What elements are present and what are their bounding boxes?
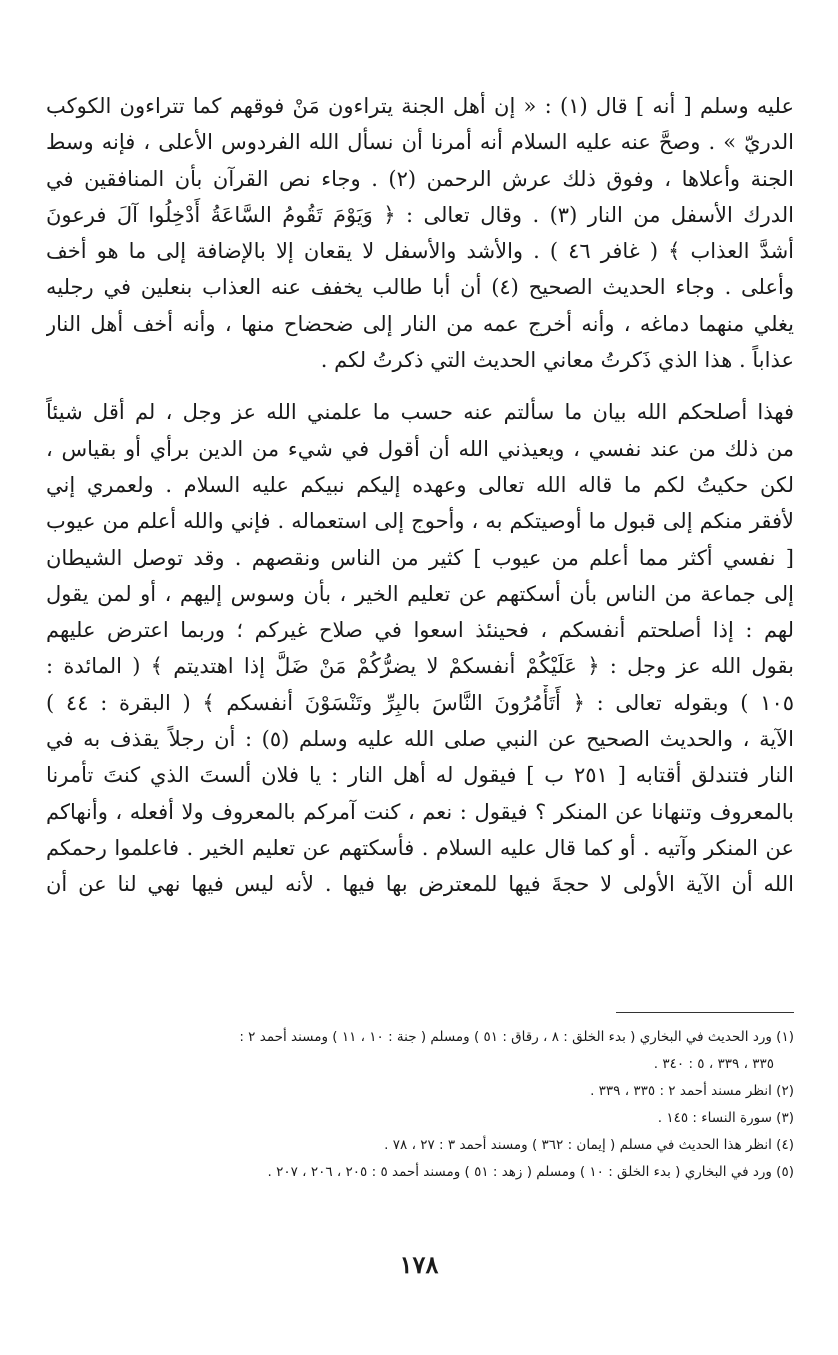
footnote-1-continuation: ٣٣٥ ، ٣٣٩ ، ٥ : ٣٤٠ . (653, 1056, 774, 1072)
text-line: الدريّ » . وصحَّ عنه عليه السلام أنه أمرنا أن نسأل الله الفردوس الأعلى ، فإنه وسط (46, 130, 794, 155)
footnote-1: (١) ورد الحديث في البخاري ( بدء الخلق : ٨ ، رقاق : ٥١ ) ومسلم ( جنة : ١٠ ، ١١ ) ومسند أحمد ٢ : (239, 1029, 794, 1045)
text-line: عذاباً . هذا الذي ذَكرتُ معاني الحديث التي ذكرتُ لكم . (320, 348, 794, 373)
text-line: إلى جماعة من الناس بأن أسكتهم عن تعليم الخير ، بأن وسوس إليهم ، أو لمن يقول (46, 581, 794, 606)
text-line: لهم : إذا أصلحتم أنفسكم ، فحينئذ اسعوا في صلاح غيركم ؛ وربما اعترض عليهم (46, 618, 794, 643)
text-line: بالمعروف وتنهانا عن المنكر ؟ فيقول : نعم ، كنت آمركم بالمعروف ولا أفعله ، وأنهاكم (46, 799, 794, 824)
text-line: عليه وسلم [ أنه ] قال (١) : « إن أهل الجنة يتراءون مَنْ فوقهم كما تتراءون الكوكب (46, 94, 794, 118)
footnote-3: (٣) سورة النساء : ١٤٥ . (657, 1110, 794, 1126)
text-line: لكن حكيتُ لكم ما قاله الله تعالى وعهده إليكم نبيكم عليه السلام . ولعمري إني (46, 472, 794, 497)
text-line: النار فتندلق أقتابه [ ٢٥١ ب ] فيقول له أهل النار : يا فلان ألستَ الذي كنتَ تأمرنا (46, 763, 794, 788)
text-line: لأفقر منكم إلى قبول ما أوصيتكم به ، وأحوج إلى استعماله . فإني والله أعلم من عيوب (46, 509, 794, 534)
main-text (46, 88, 794, 903)
text-line: أشدَّ العذاب ﴾ ( غافر ٤٦ ) . والأشد والأسفل لا يقعان إلا بالإضافة إلى ما هو أخف (46, 239, 794, 264)
text-line: الآية ، والحديث الصحيح عن النبي صلى الله عليه وسلم (٥) : أن رجلاً يقذف به في (46, 727, 794, 752)
text-line: وأعلى . وجاء الحديث الصحيح (٤) أن أبا طالب يخفف عنه العذاب بنعلين في رجليه (46, 275, 794, 300)
text-line: ١٠٥ ) وبقوله تعالى : ﴿ أَتَأْمُرُونَ النَّاسَ بالبِرِّ وتَنْسَوْنَ أنفسكم ﴾ ( البقرة : ٤٤ ) (46, 690, 794, 715)
text-line: من ذلك من عند نفسي ، ويعيذني الله أن أقول في شيء من الدين برأي أو بقياس ، (46, 436, 794, 461)
footnote-2: (٢) انظر مسند أحمد ٢ : ٣٣٥ ، ٣٣٩ . (590, 1083, 794, 1099)
text-line: الدرك الأسفل من النار (٣) . وقال تعالى : ﴿ وَيَوْمَ تَقُومُ السَّاعَةُ أَدْخِلُوا آلَ فرعونَ (46, 202, 794, 227)
text-line: [ نفسي أكثر مما أعلم من عيوب ] كثير من الناس ونقصهم . وقد توصل الشيطان (46, 545, 794, 570)
footnote-5: (٥) ورد في البخاري ( بدء الخلق : ١٠ ) ومسلم ( زهد : ٥١ ) ومسند أحمد ٥ : ٢٠٥ ، ٢٠٦ ، ٢٠٧ . (267, 1164, 794, 1180)
text-line: بقول الله عز وجل : ﴿ عَلَيْكُمْ أنفسكمْ لا يضرُّكُمْ مَنْ ضَلَّ إذا اهتديتم ﴾ ( المائدة : (46, 654, 794, 679)
text-line: الله أن الآية الأولى لا حجةَ فيها للمعترض بها فيها . لأنه ليس فيها نهي لنا عن أن (46, 872, 794, 897)
text-line: فهذا أصلحكم الله بيان ما سألتم عنه حسب ما علمني الله عز وجل ، لم أقل شيئاً (46, 400, 794, 425)
text-line: يغلي منهما دماغه ، وأنه أخرج عمه من النار إلى ضحضاح منها ، وأنه أخف أهل النار (46, 311, 794, 336)
footnotes (60, 1024, 794, 1186)
page-number: ١٧٨ (399, 1250, 439, 1279)
footnote-4: (٤) انظر هذا الحديث في مسلم ( إيمان : ٣٦٢ ) ومسند أحمد ٣ : ٢٧ ، ٧٨ . (384, 1137, 794, 1153)
text-line: عن المنكر وآتيه . أو كما قال عليه السلام . فأسكتهم عن تعليم الخير . فاعلموا رحمكم (46, 835, 794, 860)
footnote-separator (616, 1012, 794, 1013)
paragraph-gap (46, 378, 794, 394)
text-line: الجنة وأعلاها ، وفوق ذلك عرش الرحمن (٢) . وجاء نص القرآن بأن المنافقين في (46, 166, 794, 191)
